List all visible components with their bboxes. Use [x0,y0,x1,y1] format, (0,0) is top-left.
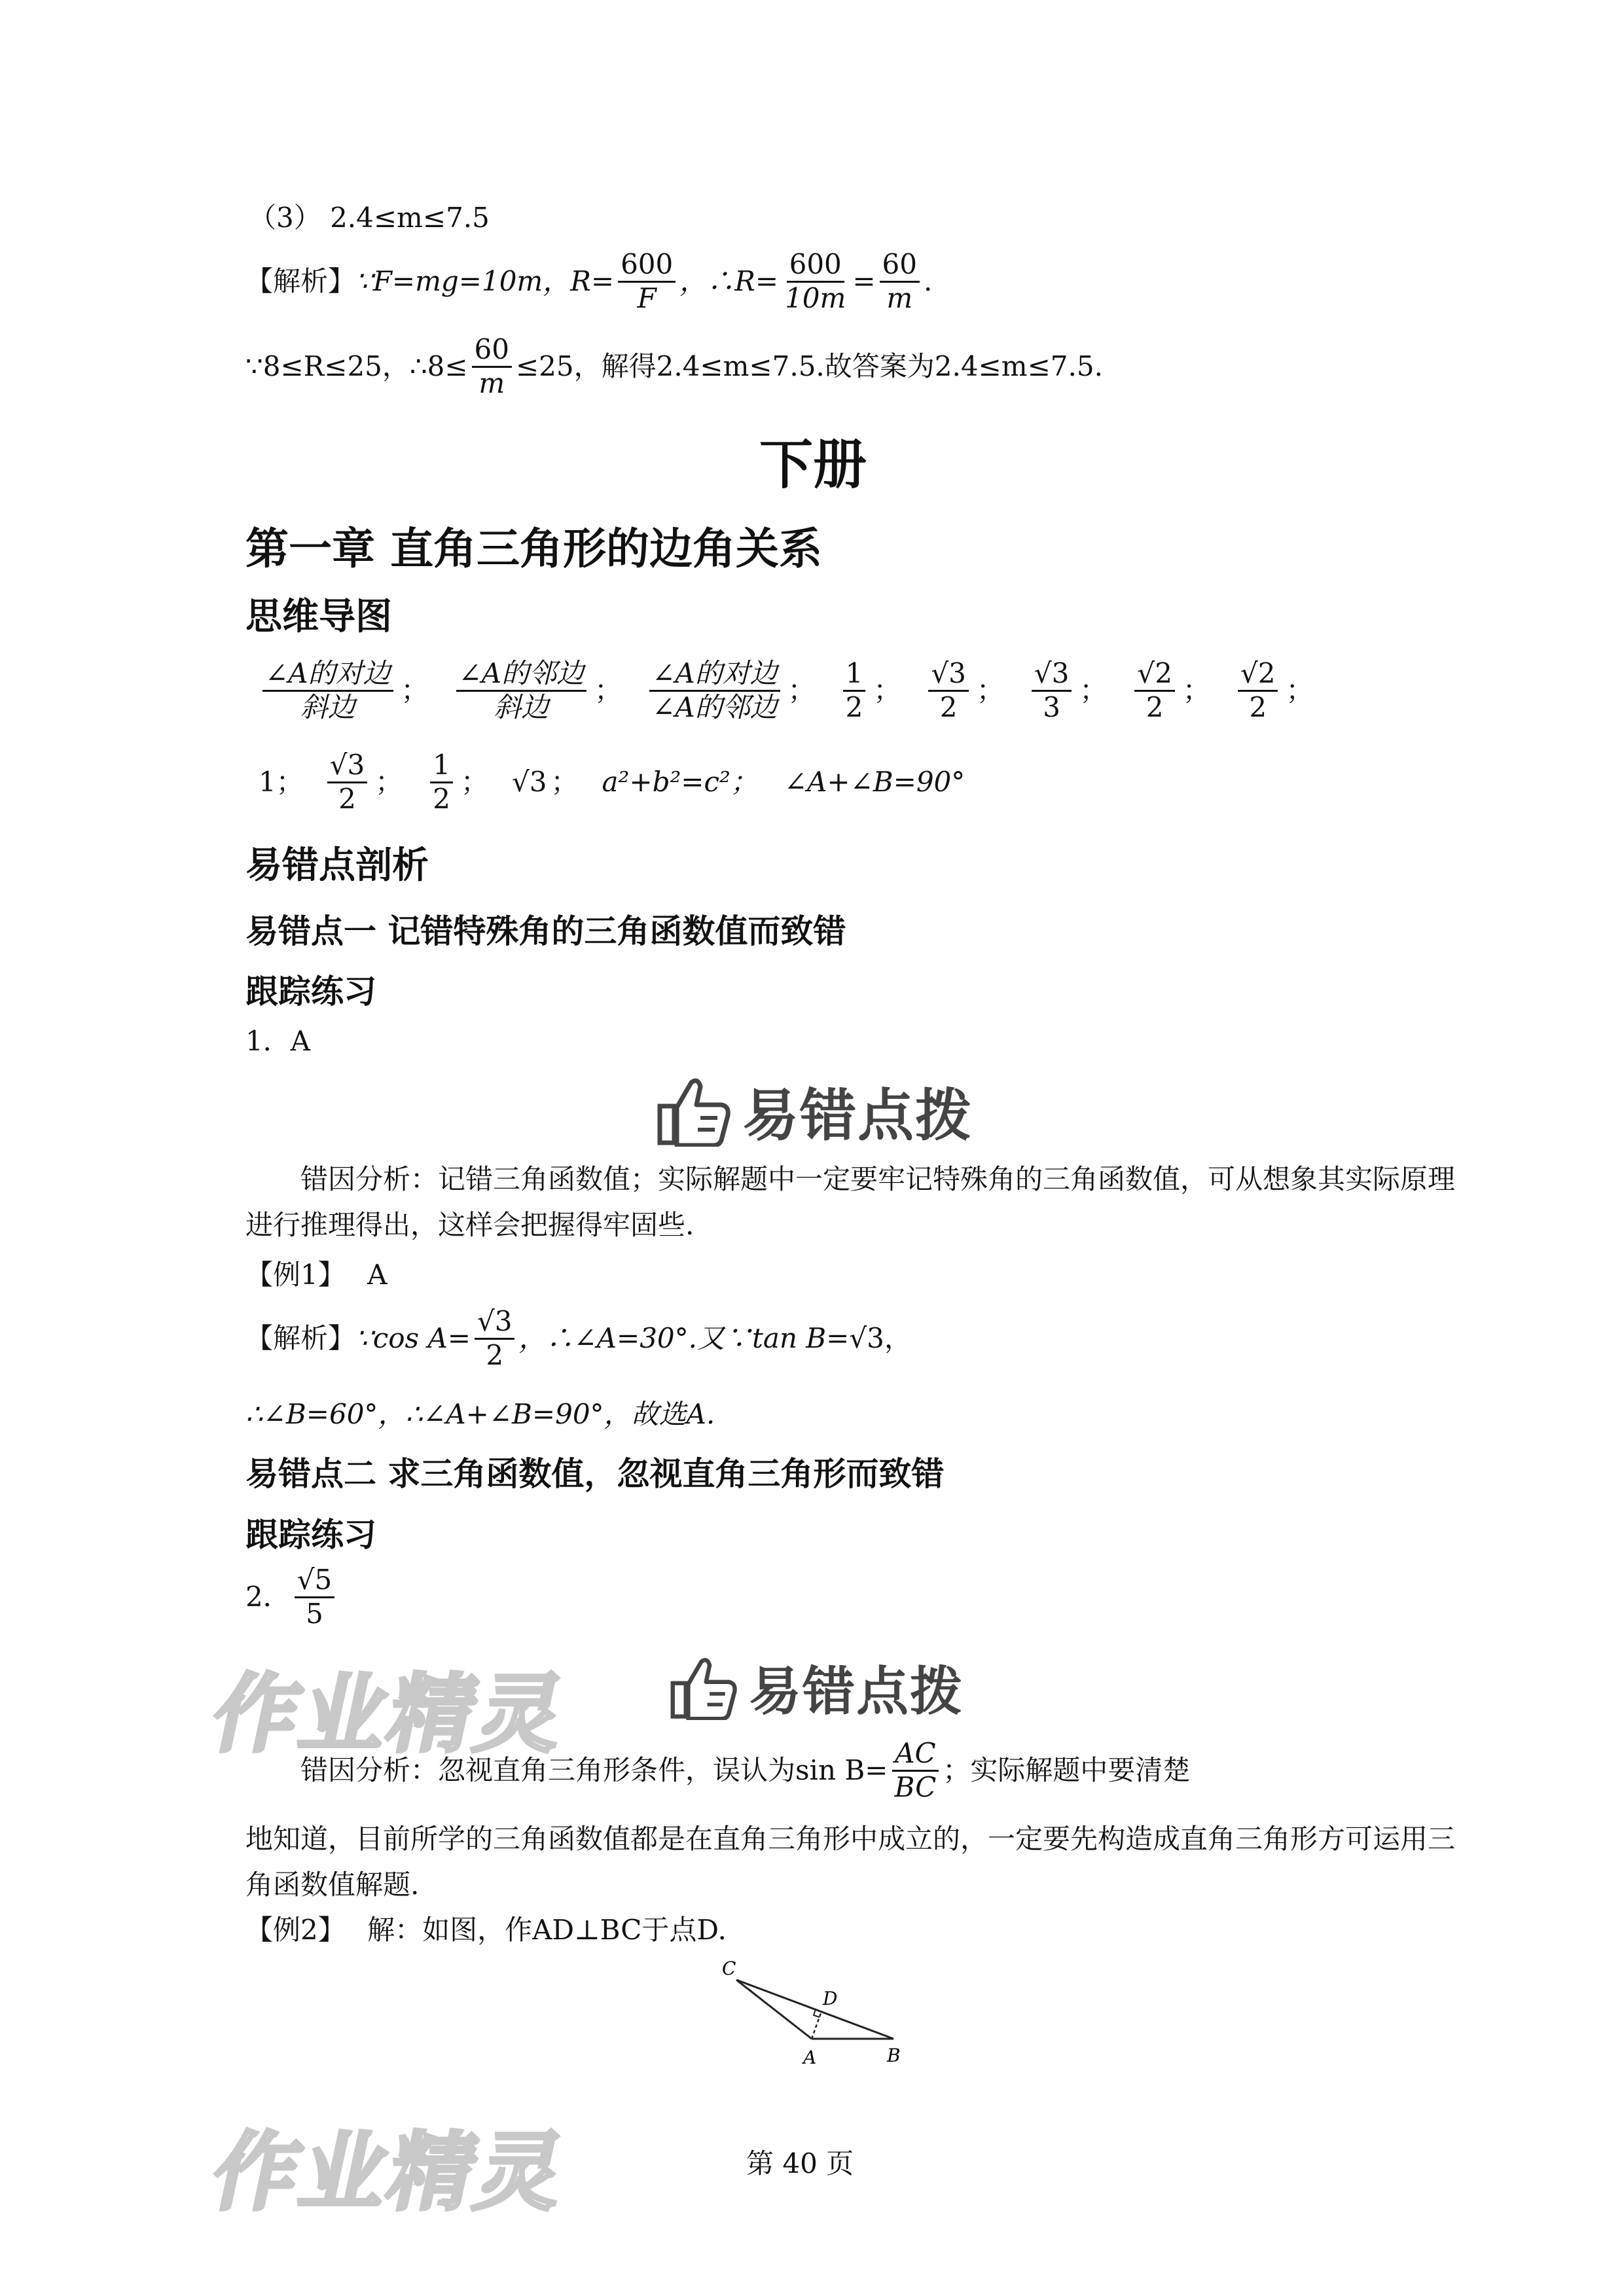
example1-analysis-line1 [245,1299,912,1378]
fraction-60-m-2 [472,334,512,399]
value-rt3-2-ex1 [475,1306,515,1371]
frac-den: 3 [1043,691,1061,723]
separator: ； [787,674,816,706]
separator: ； [1182,674,1210,706]
frac-num: √ 3 [475,1306,515,1339]
example2-line [245,1916,727,1944]
rt3-value: √ 3 [849,1325,884,1352]
chapter-title: 第一章 直角三角形的边角关系 [245,524,822,574]
analysis-label: 【解析】 [245,265,356,297]
error2-title: 易错点二 求三角函数值，忽视直角三角形而致错 [245,1455,945,1493]
frac-den: 斜边 [494,691,549,723]
analysis-expr-d: ≤25，解得2.4≤m≤7.5.故答案为2.4≤m≤7.5. [515,350,1103,382]
value-rt3: √ 3 [512,768,547,796]
analysis-line2 [245,331,1103,403]
analysis-line1 [245,245,932,317]
separator: ； [550,766,579,798]
separator: ； [1079,674,1108,706]
example2-text: 解：如图，作AD⊥BC于点D. [367,1914,727,1946]
value-rt3-2-row2 [327,749,368,815]
separator: ； [1286,674,1314,706]
frac-num: √ 2 [1238,658,1278,691]
mindmap-row1 [259,648,1313,733]
error2-analysis-b: ；实际解题中要清楚 [943,1754,1191,1786]
cos-expr: ∵cos A= [355,1322,471,1354]
thumbs-up-icon [655,1075,733,1147]
pythagorean-eq: a²+b²=c²； [602,766,758,798]
angle-sum-eq: ∠A+∠B=90° [784,766,965,798]
tip-banner-1 [655,1070,973,1151]
example2-label: 【例2】 [245,1914,346,1946]
frac-den: 2 [1146,691,1164,723]
frac-den: 2 [845,691,863,723]
frac-den: 2 [433,782,450,815]
frac-den: 2 [939,691,958,723]
error2-analysis-a: 错因分析：忽视直角三角形条件，误认为sin B= [300,1754,888,1786]
thumbs-up-icon [668,1655,740,1720]
example1-analysis-line2: ∴∠B=60°，∴∠A+∠B=90°，故选A. [245,1398,715,1430]
watermark-2: 作业精灵 [204,2123,576,2222]
frac-num: AC [892,1738,938,1771]
separator: ； [401,674,429,706]
value-1-2 [843,658,866,723]
label-C: C [722,1958,736,1979]
value-rt2-2-a [1134,658,1175,723]
frac-den: 5 [306,1597,323,1630]
tan-expr: ，∴∠A=30°.又∵tan B= [518,1322,850,1354]
ratio-opposite-hypotenuse [262,658,393,723]
separator: ； [460,766,488,798]
frac-den: 斜边 [300,691,355,723]
frac-num: 600 [787,249,844,282]
track-practice-2: 跟踪练习 [245,1516,376,1554]
frac-num: 60 [880,249,920,282]
frac-num: √ 3 [928,658,969,691]
separator: ； [594,674,623,706]
page-number: 第 40 页 [746,2147,854,2179]
separator: ； [873,674,901,706]
label-B: B [887,2045,901,2066]
frac-num: ∠A的对边 [262,658,393,691]
error1-title: 易错点一 记错特殊角的三角函数值而致错 [245,912,846,950]
section-errors-heading: 易错点剖析 [245,844,429,887]
frac-den: m [886,281,913,314]
period: . [924,265,933,297]
frac-den: BC [894,1770,937,1803]
value-rt5-5 [295,1564,335,1630]
value-rt3-2 [928,658,969,723]
fraction-60-m [880,249,920,314]
separator: ； [375,766,403,798]
volume-title: 下册 [759,434,867,496]
tip-banner-2 [668,1649,964,1725]
analysis-expr-a: ∵F=mg=10m，R= [355,265,615,297]
answer-part3: （3） 2.4≤m≤7.5 [249,202,490,234]
triangle-figure [710,1954,920,2072]
frac-num: √ 5 [295,1564,335,1598]
value-rt3-3 [1032,658,1072,723]
frac-num: 1 [843,658,866,691]
mindmap-row2 [259,740,965,825]
frac-num: √ 3 [327,749,368,783]
fraction-600-10m [782,249,848,314]
frac-den: 2 [1249,691,1267,723]
frac-num: 600 [618,249,676,282]
value-1: 1； [259,766,304,798]
tip-label-1: 易错点拨 [742,1083,973,1149]
separator: ； [976,674,1004,706]
error2-analysis-rest: 地知道，目前所学的三角函数值都是在直角三角形中成立的，一定要先构造成直角三角形方可运用三角函数值解题. [245,1823,1456,1901]
frac-den: F [637,281,657,314]
analysis-expr-c: ∵8≤R≤25，∴8≤ [245,350,468,382]
fraction-600-F [618,249,676,314]
example1-line [245,1261,387,1289]
value-1-2-row2 [430,749,453,815]
example1-answer: A [367,1259,388,1291]
frac-den: m [478,367,505,399]
frac-num: ∠A的对边 [649,658,780,691]
frac-num: ∠A的邻边 [456,658,587,691]
ratio-opposite-adjacent [649,658,780,723]
analysis-expr-b: ，∴R= [679,265,779,297]
error2-analysis-line1 [245,1734,1190,1806]
analysis-label-2: 【解析】 [245,1322,356,1354]
watermark-1: 作业精灵 [204,1664,576,1764]
fraction-AC-BC [892,1738,939,1803]
equals: = [852,265,876,297]
answer-2-label: 2． [245,1581,291,1613]
comma: ， [884,1322,912,1354]
frac-num: √ 3 [1032,658,1072,691]
frac-num: 60 [472,334,512,367]
frac-den: 2 [338,782,356,815]
label-D: D [823,1988,838,2009]
frac-num: √ 2 [1134,658,1175,691]
label-A: A [803,2047,817,2068]
track-practice-1: 跟踪练习 [245,973,376,1011]
frac-den: ∠A的邻边 [652,691,778,723]
frac-num: 1 [430,749,453,783]
segment-CA [736,1980,812,2039]
answer-1: 1．A [245,1025,311,1057]
mindmap-heading: 思维导图 [245,596,392,638]
answer-2 [245,1561,338,1633]
error1-analysis: 错因分析：记错三角函数值；实际解题中一定要牢记特殊角的三角函数值，可从想象其实际原理进行推理得出，这样会把握得牢固些. [245,1163,1456,1241]
ratio-adjacent-hypotenuse [456,658,587,723]
value-rt2-2-b [1238,658,1278,723]
frac-den: 10m [785,281,846,314]
frac-den: 2 [486,1338,504,1371]
example1-label: 【例1】 [245,1259,346,1291]
tip-label-2: 易错点拨 [749,1661,964,1722]
